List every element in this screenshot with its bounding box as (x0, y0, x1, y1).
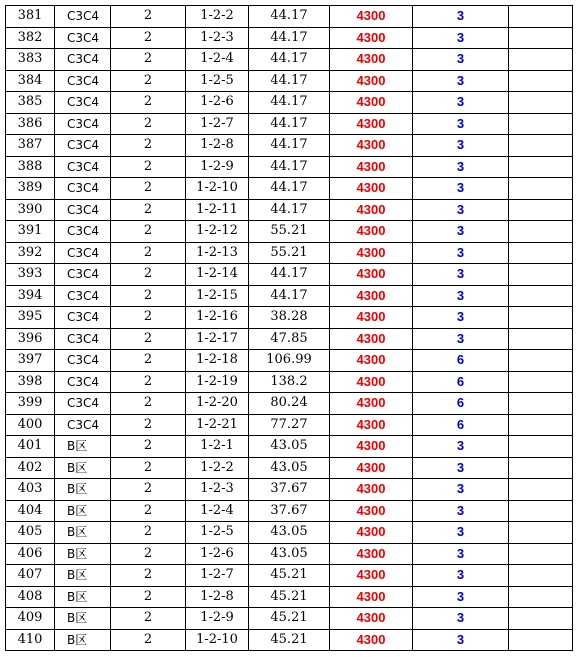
price-cell: 4300 (330, 608, 413, 630)
table-row (6, 49, 573, 71)
table-row (6, 479, 573, 501)
price-cell: 4300 (330, 457, 413, 479)
price-cell: 4300 (330, 49, 413, 71)
table-row (6, 328, 573, 350)
area-cell: B区 (55, 586, 111, 608)
note-cell (509, 393, 573, 415)
row-number-cell: 404 (6, 500, 55, 522)
table-row (6, 156, 573, 178)
note-cell (509, 522, 573, 544)
note-cell (509, 436, 573, 458)
size-cell: 77.27 (249, 414, 330, 436)
floor-cell: 2 (111, 543, 186, 565)
note-cell (509, 350, 573, 372)
area-cell: C3C4 (55, 307, 111, 329)
price-cell: 4300 (330, 27, 413, 49)
note-cell (509, 629, 573, 651)
unit-cell: 1-2-20 (186, 393, 249, 415)
price-cell: 4300 (330, 629, 413, 651)
area-cell: C3C4 (55, 113, 111, 135)
row-number-cell: 385 (6, 92, 55, 114)
floor-cell: 2 (111, 414, 186, 436)
area-cell: C3C4 (55, 414, 111, 436)
price-cell: 4300 (330, 92, 413, 114)
count-cell: 3 (413, 6, 509, 28)
unit-cell: 1-2-18 (186, 350, 249, 372)
area-cell: B区 (55, 436, 111, 458)
area-cell: B区 (55, 500, 111, 522)
count-cell: 3 (413, 242, 509, 264)
row-number-cell: 407 (6, 565, 55, 587)
row-number-cell: 397 (6, 350, 55, 372)
area-cell: C3C4 (55, 221, 111, 243)
table-row (6, 608, 573, 630)
area-cell: C3C4 (55, 199, 111, 221)
unit-cell: 1-2-1 (186, 436, 249, 458)
floor-cell: 2 (111, 178, 186, 200)
price-cell: 4300 (330, 371, 413, 393)
floor-cell: 2 (111, 328, 186, 350)
area-cell: B区 (55, 608, 111, 630)
floor-cell: 2 (111, 199, 186, 221)
unit-cell: 1-2-12 (186, 221, 249, 243)
count-cell: 3 (413, 565, 509, 587)
note-cell (509, 70, 573, 92)
table-row (6, 565, 573, 587)
price-cell: 4300 (330, 199, 413, 221)
row-number-cell: 408 (6, 586, 55, 608)
price-cell: 4300 (330, 307, 413, 329)
size-cell: 45.21 (249, 565, 330, 587)
table-row (6, 393, 573, 415)
note-cell (509, 565, 573, 587)
unit-cell: 1-2-4 (186, 49, 249, 71)
area-cell: C3C4 (55, 393, 111, 415)
note-cell (509, 500, 573, 522)
floor-cell: 2 (111, 264, 186, 286)
size-cell: 44.17 (249, 113, 330, 135)
row-number-cell: 389 (6, 178, 55, 200)
price-cell: 4300 (330, 350, 413, 372)
row-number-cell: 400 (6, 414, 55, 436)
unit-cell: 1-2-6 (186, 543, 249, 565)
note-cell (509, 414, 573, 436)
size-cell: 37.67 (249, 500, 330, 522)
price-cell: 4300 (330, 500, 413, 522)
row-number-cell: 381 (6, 6, 55, 28)
size-cell: 138.2 (249, 371, 330, 393)
unit-cell: 1-2-10 (186, 629, 249, 651)
row-number-cell: 402 (6, 457, 55, 479)
table-body (6, 6, 573, 651)
area-cell: C3C4 (55, 70, 111, 92)
table-row (6, 543, 573, 565)
count-cell: 3 (413, 156, 509, 178)
area-cell: C3C4 (55, 264, 111, 286)
count-cell: 3 (413, 608, 509, 630)
table-row (6, 350, 573, 372)
size-cell: 43.05 (249, 457, 330, 479)
area-cell: B区 (55, 522, 111, 544)
price-cell: 4300 (330, 242, 413, 264)
unit-cell: 1-2-14 (186, 264, 249, 286)
area-cell: C3C4 (55, 156, 111, 178)
size-cell: 44.17 (249, 156, 330, 178)
table-row (6, 92, 573, 114)
unit-cell: 1-2-21 (186, 414, 249, 436)
price-cell: 4300 (330, 221, 413, 243)
count-cell: 3 (413, 113, 509, 135)
row-number-cell: 403 (6, 479, 55, 501)
unit-cell: 1-2-7 (186, 565, 249, 587)
table-row (6, 522, 573, 544)
price-cell: 4300 (330, 522, 413, 544)
unit-cell: 1-2-4 (186, 500, 249, 522)
note-cell (509, 27, 573, 49)
note-cell (509, 285, 573, 307)
floor-cell: 2 (111, 436, 186, 458)
table-row (6, 135, 573, 157)
size-cell: 45.21 (249, 608, 330, 630)
price-cell: 4300 (330, 70, 413, 92)
floor-cell: 2 (111, 221, 186, 243)
floor-cell: 2 (111, 70, 186, 92)
row-number-cell: 399 (6, 393, 55, 415)
count-cell: 3 (413, 70, 509, 92)
price-cell: 4300 (330, 6, 413, 28)
row-number-cell: 384 (6, 70, 55, 92)
table-row (6, 629, 573, 651)
size-cell: 43.05 (249, 436, 330, 458)
count-cell: 3 (413, 221, 509, 243)
row-number-cell: 382 (6, 27, 55, 49)
count-cell: 3 (413, 285, 509, 307)
price-cell: 4300 (330, 264, 413, 286)
note-cell (509, 178, 573, 200)
size-cell: 44.17 (249, 6, 330, 28)
row-number-cell: 405 (6, 522, 55, 544)
area-cell: B区 (55, 457, 111, 479)
row-number-cell: 396 (6, 328, 55, 350)
area-cell: B区 (55, 543, 111, 565)
row-number-cell: 398 (6, 371, 55, 393)
table-row (6, 178, 573, 200)
note-cell (509, 608, 573, 630)
floor-cell: 2 (111, 565, 186, 587)
table-row (6, 307, 573, 329)
area-cell: C3C4 (55, 328, 111, 350)
table-row (6, 264, 573, 286)
floor-cell: 2 (111, 156, 186, 178)
row-number-cell: 406 (6, 543, 55, 565)
price-cell: 4300 (330, 285, 413, 307)
count-cell: 3 (413, 92, 509, 114)
area-cell: C3C4 (55, 27, 111, 49)
size-cell: 44.17 (249, 178, 330, 200)
count-cell: 6 (413, 393, 509, 415)
floor-cell: 2 (111, 608, 186, 630)
floor-cell: 2 (111, 49, 186, 71)
unit-cell: 1-2-8 (186, 586, 249, 608)
unit-cell: 1-2-16 (186, 307, 249, 329)
count-cell: 3 (413, 457, 509, 479)
row-number-cell: 395 (6, 307, 55, 329)
row-number-cell: 393 (6, 264, 55, 286)
note-cell (509, 457, 573, 479)
count-cell: 6 (413, 350, 509, 372)
table-row (6, 586, 573, 608)
floor-cell: 2 (111, 500, 186, 522)
area-cell: C3C4 (55, 49, 111, 71)
unit-cell: 1-2-3 (186, 479, 249, 501)
count-cell: 3 (413, 199, 509, 221)
unit-cell: 1-2-5 (186, 522, 249, 544)
floor-cell: 2 (111, 135, 186, 157)
area-cell: C3C4 (55, 92, 111, 114)
price-cell: 4300 (330, 586, 413, 608)
size-cell: 106.99 (249, 350, 330, 372)
floor-cell: 2 (111, 92, 186, 114)
unit-cell: 1-2-6 (186, 92, 249, 114)
table-row (6, 285, 573, 307)
row-number-cell: 383 (6, 49, 55, 71)
floor-cell: 2 (111, 27, 186, 49)
count-cell: 3 (413, 328, 509, 350)
row-number-cell: 394 (6, 285, 55, 307)
unit-cell: 1-2-15 (186, 285, 249, 307)
price-cell: 4300 (330, 543, 413, 565)
table-row (6, 113, 573, 135)
note-cell (509, 328, 573, 350)
row-number-cell: 392 (6, 242, 55, 264)
unit-cell: 1-2-7 (186, 113, 249, 135)
table-row (6, 500, 573, 522)
floor-cell: 2 (111, 242, 186, 264)
unit-cell: 1-2-19 (186, 371, 249, 393)
note-cell (509, 92, 573, 114)
floor-cell: 2 (111, 307, 186, 329)
unit-cell: 1-2-10 (186, 178, 249, 200)
unit-cell: 1-2-11 (186, 199, 249, 221)
table-row (6, 414, 573, 436)
count-cell: 3 (413, 264, 509, 286)
size-cell: 43.05 (249, 543, 330, 565)
count-cell: 6 (413, 414, 509, 436)
count-cell: 3 (413, 479, 509, 501)
size-cell: 55.21 (249, 221, 330, 243)
count-cell: 3 (413, 178, 509, 200)
floor-cell: 2 (111, 457, 186, 479)
note-cell (509, 479, 573, 501)
area-cell: B区 (55, 565, 111, 587)
price-cell: 4300 (330, 328, 413, 350)
size-cell: 80.24 (249, 393, 330, 415)
size-cell: 55.21 (249, 242, 330, 264)
unit-cell: 1-2-5 (186, 70, 249, 92)
area-cell: C3C4 (55, 135, 111, 157)
count-cell: 3 (413, 543, 509, 565)
size-cell: 44.17 (249, 92, 330, 114)
unit-table (5, 5, 573, 651)
size-cell: 44.17 (249, 199, 330, 221)
row-number-cell: 390 (6, 199, 55, 221)
count-cell: 3 (413, 500, 509, 522)
unit-cell: 1-2-8 (186, 135, 249, 157)
price-cell: 4300 (330, 414, 413, 436)
size-cell: 44.17 (249, 135, 330, 157)
unit-cell: 1-2-17 (186, 328, 249, 350)
table-row (6, 242, 573, 264)
price-cell: 4300 (330, 178, 413, 200)
unit-cell: 1-2-9 (186, 156, 249, 178)
note-cell (509, 371, 573, 393)
area-cell: B区 (55, 629, 111, 651)
note-cell (509, 543, 573, 565)
note-cell (509, 307, 573, 329)
count-cell: 3 (413, 522, 509, 544)
unit-cell: 1-2-2 (186, 457, 249, 479)
table-row (6, 27, 573, 49)
row-number-cell: 386 (6, 113, 55, 135)
size-cell: 44.17 (249, 264, 330, 286)
price-cell: 4300 (330, 156, 413, 178)
area-cell: C3C4 (55, 371, 111, 393)
count-cell: 3 (413, 586, 509, 608)
table-row (6, 457, 573, 479)
unit-cell: 1-2-2 (186, 6, 249, 28)
row-number-cell: 409 (6, 608, 55, 630)
note-cell (509, 135, 573, 157)
size-cell: 37.67 (249, 479, 330, 501)
count-cell: 3 (413, 629, 509, 651)
table-row (6, 6, 573, 28)
price-cell: 4300 (330, 436, 413, 458)
area-cell: C3C4 (55, 178, 111, 200)
area-cell: C3C4 (55, 350, 111, 372)
row-number-cell: 388 (6, 156, 55, 178)
price-cell: 4300 (330, 393, 413, 415)
area-cell: C3C4 (55, 6, 111, 28)
size-cell: 43.05 (249, 522, 330, 544)
unit-cell: 1-2-13 (186, 242, 249, 264)
price-cell: 4300 (330, 135, 413, 157)
floor-cell: 2 (111, 479, 186, 501)
size-cell: 44.17 (249, 27, 330, 49)
size-cell: 44.17 (249, 70, 330, 92)
floor-cell: 2 (111, 6, 186, 28)
note-cell (509, 6, 573, 28)
floor-cell: 2 (111, 113, 186, 135)
area-cell: C3C4 (55, 242, 111, 264)
note-cell (509, 586, 573, 608)
table-row (6, 436, 573, 458)
unit-cell: 1-2-9 (186, 608, 249, 630)
floor-cell: 2 (111, 629, 186, 651)
area-cell: B区 (55, 479, 111, 501)
row-number-cell: 401 (6, 436, 55, 458)
price-cell: 4300 (330, 479, 413, 501)
count-cell: 6 (413, 371, 509, 393)
count-cell: 3 (413, 27, 509, 49)
note-cell (509, 264, 573, 286)
row-number-cell: 387 (6, 135, 55, 157)
unit-cell: 1-2-3 (186, 27, 249, 49)
note-cell (509, 242, 573, 264)
size-cell: 47.85 (249, 328, 330, 350)
size-cell: 38.28 (249, 307, 330, 329)
note-cell (509, 113, 573, 135)
floor-cell: 2 (111, 393, 186, 415)
floor-cell: 2 (111, 371, 186, 393)
row-number-cell: 410 (6, 629, 55, 651)
note-cell (509, 199, 573, 221)
note-cell (509, 221, 573, 243)
floor-cell: 2 (111, 285, 186, 307)
price-cell: 4300 (330, 565, 413, 587)
price-cell: 4300 (330, 113, 413, 135)
table-row (6, 70, 573, 92)
floor-cell: 2 (111, 350, 186, 372)
count-cell: 3 (413, 135, 509, 157)
area-cell: C3C4 (55, 285, 111, 307)
floor-cell: 2 (111, 522, 186, 544)
note-cell (509, 156, 573, 178)
count-cell: 3 (413, 49, 509, 71)
size-cell: 45.21 (249, 586, 330, 608)
table-row (6, 221, 573, 243)
count-cell: 3 (413, 436, 509, 458)
size-cell: 45.21 (249, 629, 330, 651)
note-cell (509, 49, 573, 71)
table-row (6, 199, 573, 221)
size-cell: 44.17 (249, 49, 330, 71)
row-number-cell: 391 (6, 221, 55, 243)
floor-cell: 2 (111, 586, 186, 608)
count-cell: 3 (413, 307, 509, 329)
size-cell: 44.17 (249, 285, 330, 307)
table-row (6, 371, 573, 393)
